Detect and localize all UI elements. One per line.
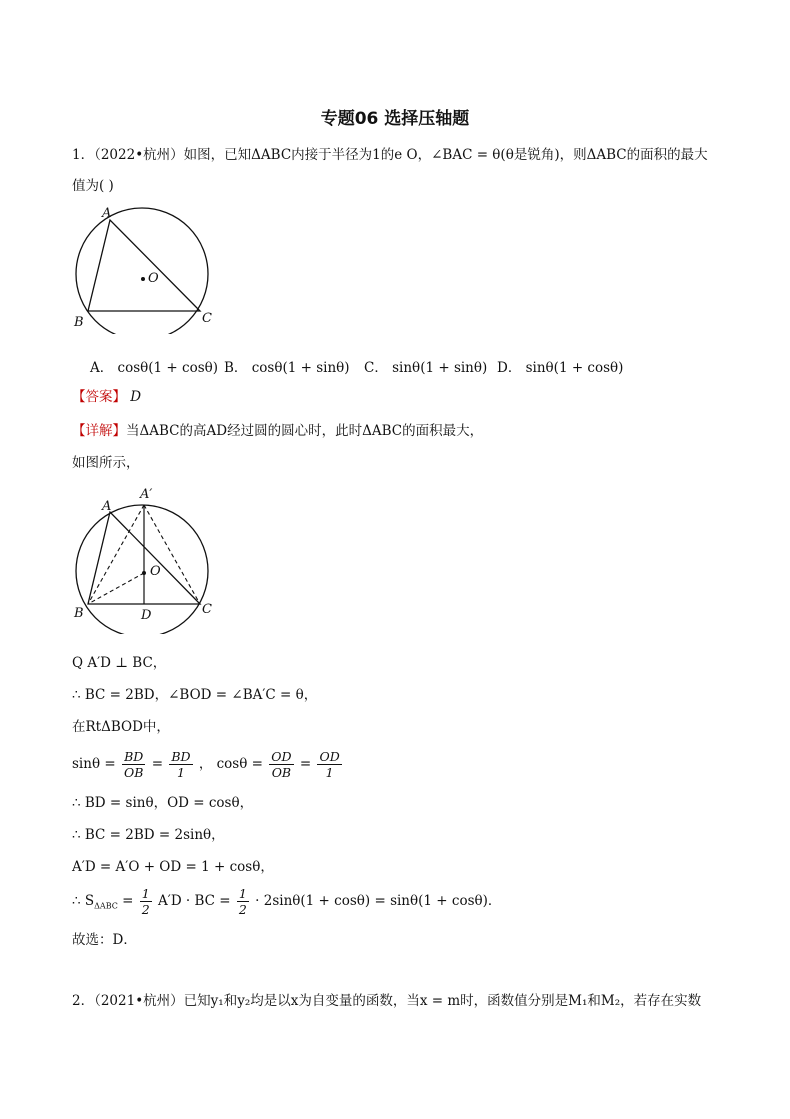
step-4-equals-2: = (299, 756, 312, 772)
q1-option-d: D． sinθ(1 + cosθ) (497, 360, 624, 376)
circle-o (76, 208, 208, 334)
fraction-denominator: 1 (325, 765, 334, 780)
q1-figure-circle-triangle (64, 204, 224, 334)
detail-text: 当ΔABC的高AD经过圆的圆心时，此时ΔABC的面积最大， (126, 423, 484, 439)
fraction-bd-1 (169, 749, 192, 780)
fraction-denominator: 2 (238, 902, 247, 917)
step-4 (72, 747, 344, 781)
q1-answer (72, 388, 141, 406)
q1-stem-line2: 值为( ) (72, 178, 114, 194)
label-b: B (74, 315, 84, 330)
step-8 (72, 884, 501, 924)
step-4-equals-1: = (151, 756, 164, 772)
step-1: Q A′D ⊥ BC， (72, 655, 167, 671)
q1-detail (72, 422, 483, 440)
step-8-mid: A′D · BC = (158, 893, 235, 909)
step-5: ∴ BD = sinθ，OD = cosθ， (72, 795, 254, 811)
fraction-numerator: OD (271, 749, 292, 764)
q1-figure-solution (64, 484, 234, 634)
fraction-od-ob (269, 749, 293, 780)
fraction-one-half-1 (140, 886, 152, 917)
triangle-abc (88, 220, 200, 311)
label-c-2: C (202, 602, 212, 617)
label-c: C (202, 311, 212, 326)
fraction-denominator: OB (123, 765, 144, 780)
label-a-prime: A′ (140, 487, 153, 502)
label-d: D (141, 608, 152, 623)
q1-stem-line1: 1．（2022•杭州）如图，已知ΔABC内接于半径为1的e O，∠BAC = θ(θ是锐角)，则ΔABC的面积的最大 (72, 147, 708, 163)
step-8-pre: ∴ S (72, 893, 95, 909)
label-o-2: O (150, 564, 161, 579)
q1-option-a: A． cosθ(1 + cosθ) (90, 360, 219, 376)
label-a: A (102, 206, 112, 221)
step-4-cos: ， cosθ = (198, 756, 263, 772)
label-o: O (148, 271, 159, 286)
center-point-o (141, 277, 145, 281)
fraction-od-1 (317, 749, 341, 780)
area-subscript: ΔABC (94, 901, 118, 911)
answer-value: D (130, 389, 142, 405)
page-title: 专题06 选择压轴题 (320, 109, 470, 129)
q1-option-c: C． sinθ(1 + sinθ) (364, 360, 488, 376)
q2-stem-line1: 2．（2021•杭州）已知y₁和y₂均是以x为自变量的函数，当x = m时，函数值分别是M₁和M₂，若存在实数 (72, 993, 702, 1009)
fraction-numerator: BD (171, 749, 191, 764)
step-7: A′D = A′O + OD = 1 + cosθ， (72, 859, 274, 875)
fraction-numerator: BD (122, 749, 145, 765)
q1-as-shown: 如图所示， (72, 455, 140, 471)
dashed-o-b (88, 573, 144, 604)
step-8-eq: = (117, 893, 138, 909)
fraction-one-half-2 (237, 886, 249, 917)
fraction-bd-ob (122, 749, 145, 780)
center-point-o-2 (142, 571, 146, 575)
q1-option-b: B． cosθ(1 + sinθ) (224, 360, 350, 376)
detail-label: 【详解】 (72, 423, 126, 439)
dashed-a-prime-b (88, 505, 144, 604)
step-3: 在RtΔBOD中， (72, 719, 170, 735)
answer-label: 【答案】 (72, 389, 126, 405)
fraction-numerator: 1 (141, 886, 150, 901)
step-8-end: · 2sinθ(1 + cosθ) = sinθ(1 + cosθ)． (255, 893, 502, 909)
step-4-sin: sinθ = (72, 756, 116, 772)
fraction-denominator: OB (271, 765, 292, 780)
step-6: ∴ BC = 2BD = 2sinθ， (72, 827, 225, 843)
step-9: 故选：D． (72, 932, 137, 948)
step-2: ∴ BC = 2BD，∠BOD = ∠BA′C = θ， (72, 687, 318, 703)
label-a-2: A (102, 499, 112, 514)
fraction-numerator: OD (319, 749, 340, 764)
fraction-numerator: 1 (238, 886, 247, 901)
fraction-denominator: 2 (141, 902, 150, 917)
fraction-denominator: 1 (176, 765, 185, 780)
label-b-2: B (74, 606, 84, 621)
